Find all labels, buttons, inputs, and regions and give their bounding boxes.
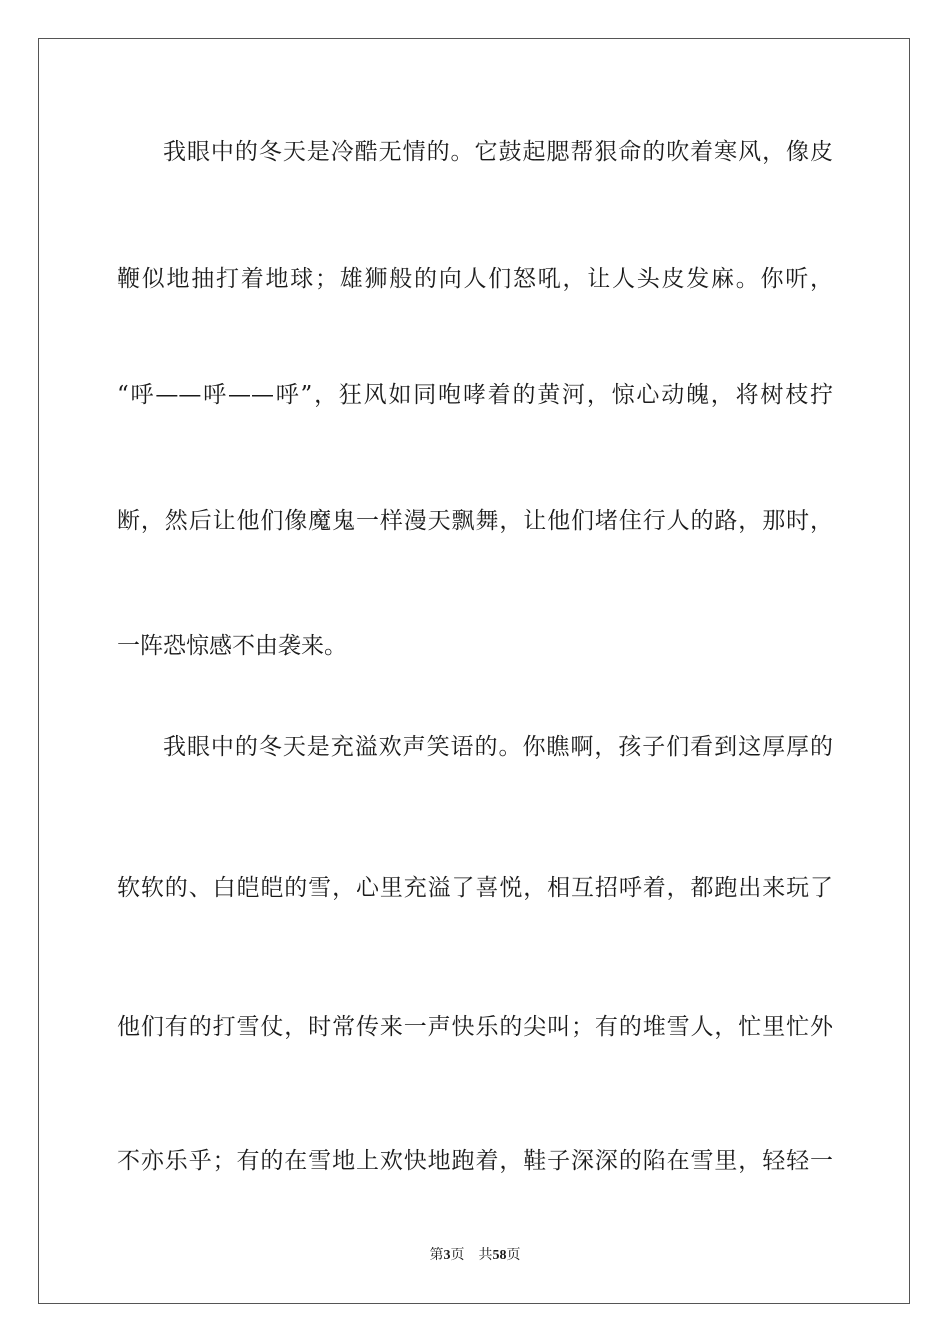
paragraph-1-line-4: 断，然后让他们像魔鬼一样漫天飘舞，让他们堵住行人的路，那时，	[117, 508, 833, 534]
total-suffix: 页	[506, 1247, 521, 1263]
paragraph-1-line-5: 一阵恐惊感不由袭来。	[117, 633, 347, 659]
page-number: 3	[443, 1248, 451, 1263]
paragraph-2-line-4: 不亦乐乎；有的在雪地上欢快地跑着，鞋子深深的陷在雪里，轻轻一	[117, 1148, 833, 1174]
paragraph-1-line-1: 我眼中的冬天是冷酷无情的。它鼓起腮帮狠命的吹着寒风，像皮	[163, 139, 833, 165]
paragraph-2-line-1: 我眼中的冬天是充溢欢声笑语的。你瞧啊，孩子们看到这厚厚的	[163, 734, 833, 760]
page-suffix: 页	[450, 1247, 465, 1263]
paragraph-2-line-2: 软软的、白皑皑的雪，心里充溢了喜悦，相互招呼着，都跑出来玩了	[117, 875, 833, 901]
paragraph-1-line-2: 鞭似地抽打着地球；雄狮般的向人们怒吼，让人头皮发麻。你听，	[117, 266, 833, 292]
paragraph-2-line-3: 他们有的打雪仗，时常传来一声快乐的尖叫；有的堆雪人，忙里忙外	[117, 1014, 833, 1040]
page-border	[38, 38, 910, 1304]
page-footer	[0, 1246, 950, 1265]
total-pages: 58	[492, 1248, 507, 1263]
total-prefix: 共	[478, 1247, 493, 1263]
page-prefix: 第	[429, 1247, 444, 1263]
paragraph-1-line-3: “呼——呼——呼”，狂风如同咆哮着的黄河，惊心动魄，将树枝拧	[117, 382, 833, 408]
